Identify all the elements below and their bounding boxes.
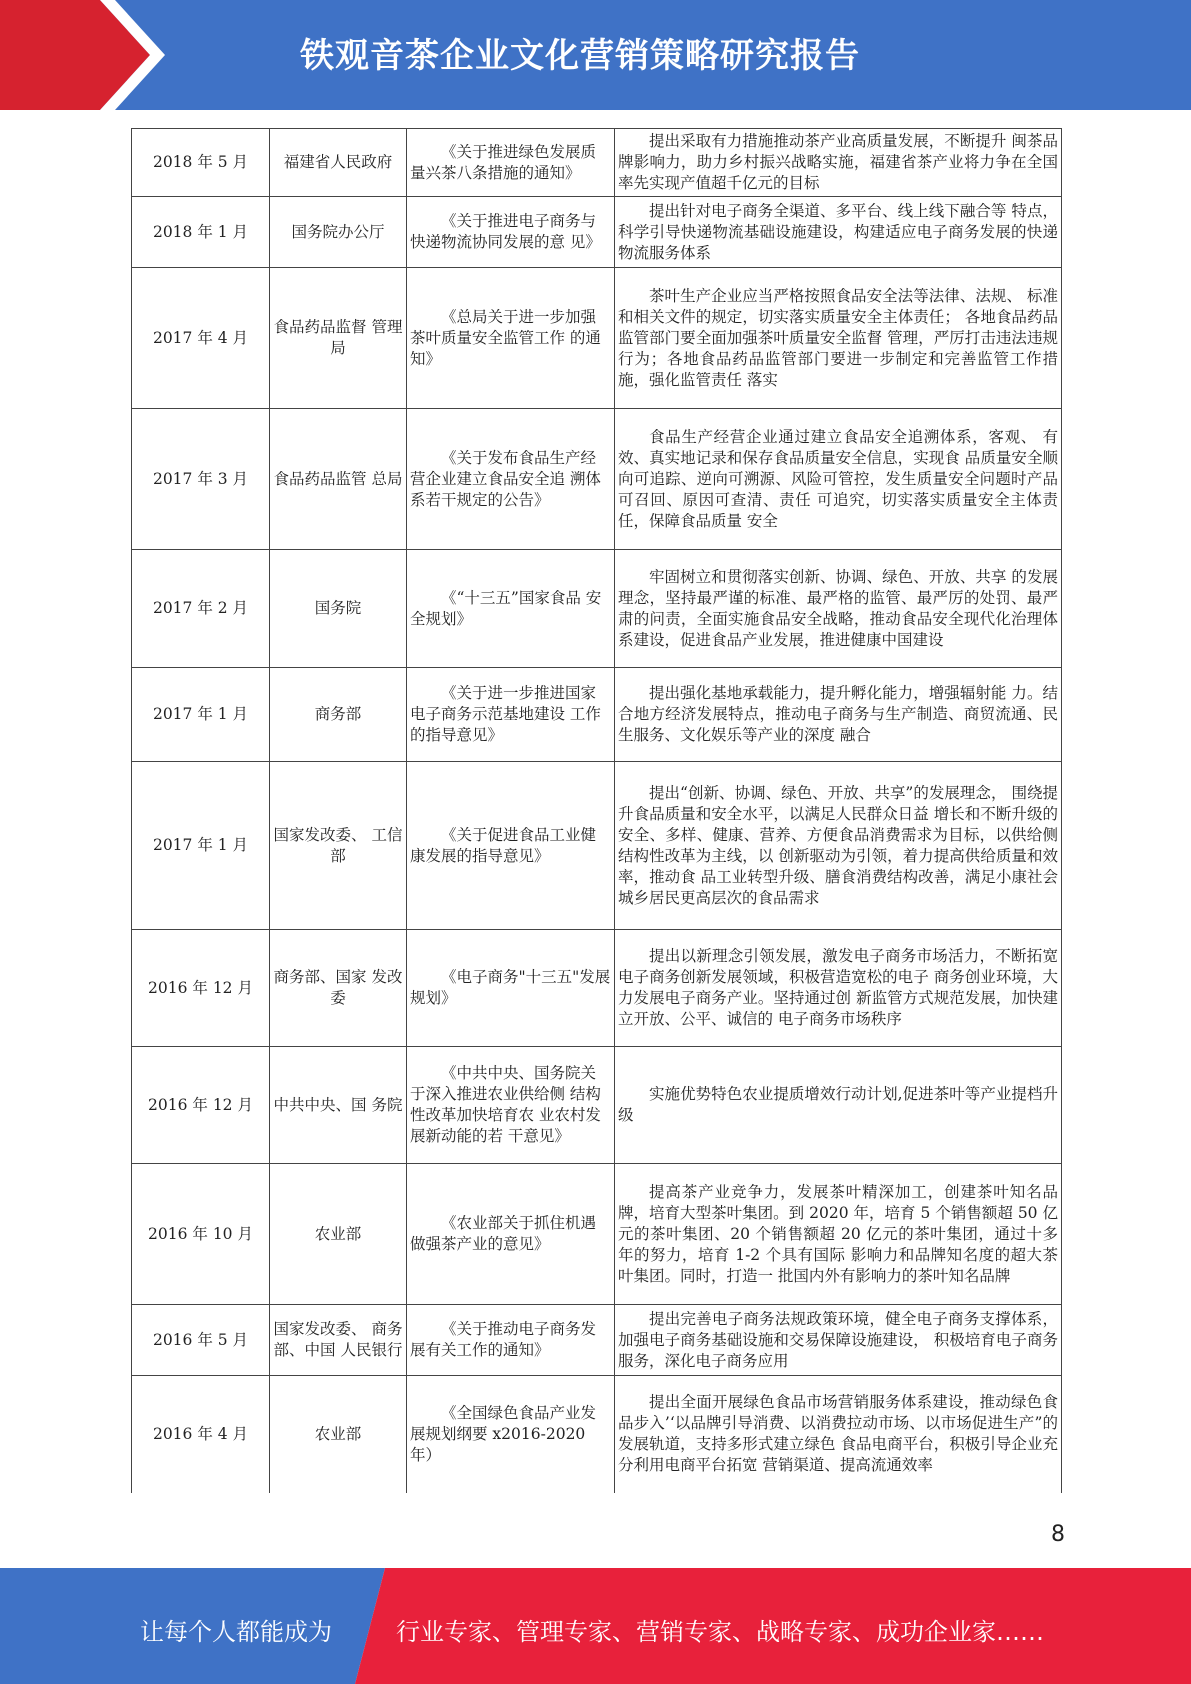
table-row [132,268,1062,409]
document-title-cell: 《关于进一步推进国家 电子商务示范基地建设 工作的指导意见》 [407,668,615,762]
content-cell: 提出全面开展绿色食品市场营销服务体系建设，推动绿色食品步入’‘以品牌引导消费、以消费拉动市场、以市场促进生产”的发展轨道，支持多形式建立绿色 食品电商平台，积极引导企业充分利用电商平台拓宽 营销渠道、提高流通效率 [615,1376,1062,1493]
department-cell: 国务院办公厅 [270,197,407,268]
report-title: 铁观音茶企业文化营销策略研究报告 [300,36,860,76]
date-cell: 2016 年 5 月 [132,1305,270,1376]
department-cell: 国家发改委、 工信部 [270,762,407,930]
content-cell: 茶叶生产企业应当严格按照食品安全法等法律、法规、 标准和相关文件的规定，切实落实质量安全主体责任； 各地食品药品监管部门要全面加强茶叶质量安全监督 管理，严厉打击违法违规行为；各地食品药品监管部门要进一步制定和完善监管工作措施，强化监管责任 落实 [615,268,1062,409]
date-cell: 2017 年 1 月 [132,762,270,930]
date-cell: 2017 年 1 月 [132,668,270,762]
footer-slogan-left: 让每个人都能成为 [140,1618,332,1646]
date-cell: 2017 年 2 月 [132,550,270,668]
date-cell: 2017 年 3 月 [132,409,270,550]
content-cell: 提出采取有力措施推动茶产业高质量发展，不断提升 闽茶品牌影响力，助力乡村振兴战略实施，福建省茶产业将力争在全国率先实现产值超千亿元的目标 [615,129,1062,197]
document-title-cell: 《关于发布食品生产经 营企业建立食品安全追 溯体系若干规定的公告》 [407,409,615,550]
date-cell: 2016 年 12 月 [132,1047,270,1164]
date-cell: 2016 年 12 月 [132,930,270,1047]
content-cell: 实施优势特色农业提质增效行动计划,促进茶叶等产业提档升级 [615,1047,1062,1164]
content-cell: 食品生产经营企业通过建立食品安全追溯体系，客观、 有效、真实地记录和保存食品质量安全信息，实现食 品质量安全顺向可追踪、逆向可溯源、风险可管控，发生质量安全问题时产品可召回、原因可查清、责任 可追究，切实落实质量安全主体责任，保障食品质量 安全 [615,409,1062,550]
document-title-cell: 《关于推动电子商务发 展有关工作的通知》 [407,1305,615,1376]
department-cell: 国务院 [270,550,407,668]
content-cell: 牢固树立和贯彻落实创新、协调、绿色、开放、共享 的发展理念，坚持最严谨的标准、最严格的监管、最严厉的处罚、最严肃的问责，全面实施食品安全战略，推动食品安全现代化治理体系建设，促进食品产业发展，推进健康中国建设 [615,550,1062,668]
content-cell: 提出完善电子商务法规政策环境，健全电子商务支撑体系，加强电子商务基础设施和交易保障设施建设， 积极培育电子商务服务，深化电子商务应用 [615,1305,1062,1376]
page-footer [0,1568,1191,1684]
table-row [132,1164,1062,1305]
table-row [132,762,1062,930]
table-row [132,550,1062,668]
table-row [132,197,1062,268]
date-cell: 2018 年 5 月 [132,129,270,197]
document-title-cell: 《关于促进食品工业健 康发展的指导意见》 [407,762,615,930]
page-number: 8 [1051,1522,1065,1547]
date-cell: 2016 年 10 月 [132,1164,270,1305]
document-title-cell: 《关于推进电子商务与 快递物流协同发展的意 见》 [407,197,615,268]
page-header [0,0,1191,110]
table-row [132,1376,1062,1493]
department-cell: 食品药品监督 管理局 [270,268,407,409]
document-title-cell: 《电子商务"十三五"发展规划》 [407,930,615,1047]
document-title-cell: 《全国绿色食品产业发 展规划纲要 x2016-2020 年） [407,1376,615,1493]
footer-slogan-right: 行业专家、管理专家、营销专家、战略专家、成功企业家…… [396,1618,1044,1646]
content-cell: 提出针对电子商务全渠道、多平台、线上线下融合等 特点，科学引导快递物流基础设施建设，构建适应电子商务发展的快递物流服务体系 [615,197,1062,268]
table-row [132,668,1062,762]
document-title-cell: 《关于推进绿色发展质 量兴茶八条措施的通知》 [407,129,615,197]
department-cell: 中共中央、国 务院 [270,1047,407,1164]
document-title-cell: 《农业部关于抓住机遇 做强茶产业的意见》 [407,1164,615,1305]
table-row [132,129,1062,197]
document-title-cell: 《中共中央、国务院关 于深入推进农业供给侧 结构性改革加快培育农 业农村发展新动能的若 干意见》 [407,1047,615,1164]
date-cell: 2017 年 4 月 [132,268,270,409]
department-cell: 农业部 [270,1164,407,1305]
content-cell: 提出强化基地承载能力，提升孵化能力，增强辐射能 力。结合地方经济发展特点，推动电子商务与生产制造、商贸流通、民生服务、文化娱乐等产业的深度 融合 [615,668,1062,762]
document-title-cell: 《“十三五”国家食品 安全规划》 [407,550,615,668]
department-cell: 国家发改委、 商务部、中国 人民银行 [270,1305,407,1376]
content-cell: 提出“创新、协调、绿色、开放、共享”的发展理念， 围绕提升食品质量和安全水平，以满足人民群众日益 增长和不断升级的安全、多样、健康、营养、方便食品消费需求为目标，以供给侧结构性改革为主线，以 创新驱动为引领，着力提高供给质量和效率，推动食 品工业转型升级、膳食消费结构改善，满足小康社会 城乡居民更高层次的食品需求 [615,762,1062,930]
table-row [132,930,1062,1047]
department-cell: 福建省人民政府 [270,129,407,197]
department-cell: 食品药品监管 总局 [270,409,407,550]
policy-table [131,128,1062,1493]
content-cell: 提出以新理念引领发展，激发电子商务市场活力，不断拓宽电子商务创新发展领域，积极营造宽松的电子 商务创业环境，大力发展电子商务产业。坚持通过创 新监管方式规范发展，加快建立开放、公平、诚信的 电子商务市场秩序 [615,930,1062,1047]
date-cell: 2018 年 1 月 [132,197,270,268]
department-cell: 商务部、国家 发改委 [270,930,407,1047]
department-cell: 商务部 [270,668,407,762]
date-cell: 2016 年 4 月 [132,1376,270,1493]
table-row [132,409,1062,550]
table-row [132,1047,1062,1164]
content-cell: 提高茶产业竞争力，发展茶叶精深加工，创建茶叶知名品牌，培育大型茶叶集团。到 2020 年，培育 5 个销售额超 50 亿元的茶叶集团、20 个销售额超 20 亿元的茶叶集团，通过十多年的努力，培育 1-2 个具有国际 影响力和品牌知名度的超大茶叶集团。同时，打造一 批国内外有影响力的茶叶知名品牌 [615,1164,1062,1305]
document-title-cell: 《总局关于进一步加强 茶叶质量安全监管工作 的通知》 [407,268,615,409]
department-cell: 农业部 [270,1376,407,1493]
table-row [132,1305,1062,1376]
